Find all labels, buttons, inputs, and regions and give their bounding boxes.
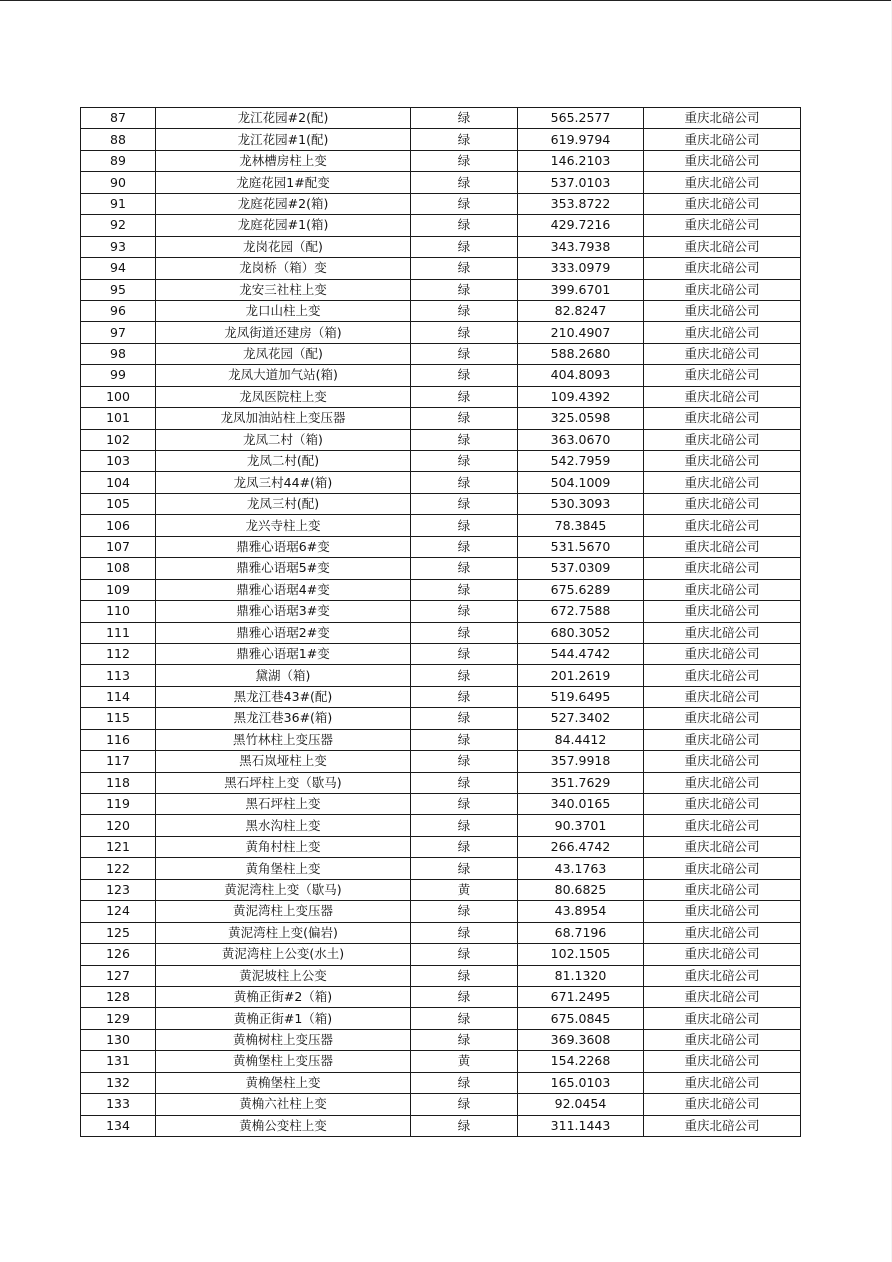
- status-cell: 绿: [411, 493, 518, 514]
- table-row: [81, 965, 801, 986]
- table-row: [81, 365, 801, 386]
- value-cell: 165.0103: [518, 1072, 644, 1093]
- status-cell: 绿: [411, 579, 518, 600]
- table-row: [81, 751, 801, 772]
- row-number-cell: 103: [81, 451, 156, 472]
- row-number-cell: 96: [81, 300, 156, 321]
- value-cell: 527.3402: [518, 708, 644, 729]
- status-cell: 绿: [411, 472, 518, 493]
- status-cell: 绿: [411, 536, 518, 557]
- station-name-cell: 鼎雅心语琚2#变: [156, 622, 411, 643]
- table-row: [81, 708, 801, 729]
- row-number-cell: 112: [81, 643, 156, 664]
- status-cell: 绿: [411, 300, 518, 321]
- company-cell: 重庆北碚公司: [644, 515, 801, 536]
- table-row: [81, 108, 801, 129]
- value-cell: 353.8722: [518, 193, 644, 214]
- value-cell: 154.2268: [518, 1051, 644, 1072]
- row-number-cell: 130: [81, 1029, 156, 1050]
- station-name-cell: 龙凤二村(配): [156, 451, 411, 472]
- status-cell: 绿: [411, 558, 518, 579]
- table-row: [81, 300, 801, 321]
- company-cell: 重庆北碚公司: [644, 300, 801, 321]
- value-cell: 81.1320: [518, 965, 644, 986]
- company-cell: 重庆北碚公司: [644, 944, 801, 965]
- row-number-cell: 101: [81, 408, 156, 429]
- value-cell: 333.0979: [518, 258, 644, 279]
- table-row: [81, 386, 801, 407]
- company-cell: 重庆北碚公司: [644, 643, 801, 664]
- status-cell: 绿: [411, 150, 518, 171]
- company-cell: 重庆北碚公司: [644, 279, 801, 300]
- station-name-cell: 黄泥湾柱上变(偏岩): [156, 922, 411, 943]
- value-cell: 78.3845: [518, 515, 644, 536]
- status-cell: 绿: [411, 108, 518, 129]
- table-row: [81, 1029, 801, 1050]
- company-cell: 重庆北碚公司: [644, 258, 801, 279]
- company-cell: 重庆北碚公司: [644, 622, 801, 643]
- value-cell: 542.7959: [518, 451, 644, 472]
- company-cell: 重庆北碚公司: [644, 858, 801, 879]
- status-cell: 绿: [411, 1029, 518, 1050]
- station-name-cell: 黄桷六社柱上变: [156, 1094, 411, 1115]
- status-cell: 绿: [411, 1094, 518, 1115]
- status-cell: 绿: [411, 1008, 518, 1029]
- value-cell: 537.0309: [518, 558, 644, 579]
- table-row: [81, 515, 801, 536]
- table-row: [81, 1051, 801, 1072]
- table-row: [81, 879, 801, 900]
- company-cell: 重庆北碚公司: [644, 836, 801, 857]
- table-row: [81, 622, 801, 643]
- station-name-cell: 黄角堡柱上变: [156, 858, 411, 879]
- value-cell: 43.1763: [518, 858, 644, 879]
- table-row: [81, 944, 801, 965]
- value-cell: 519.6495: [518, 686, 644, 707]
- value-cell: 146.2103: [518, 150, 644, 171]
- table-row: [81, 1008, 801, 1029]
- page-top-border: [0, 0, 892, 1]
- station-name-cell: 龙庭花园#1(箱): [156, 215, 411, 236]
- company-cell: 重庆北碚公司: [644, 386, 801, 407]
- station-name-cell: 黛湖（箱): [156, 665, 411, 686]
- row-number-cell: 121: [81, 836, 156, 857]
- station-name-cell: 黑石岚垭柱上变: [156, 751, 411, 772]
- company-cell: 重庆北碚公司: [644, 343, 801, 364]
- station-name-cell: 黑龙江巷36#(箱): [156, 708, 411, 729]
- value-cell: 530.3093: [518, 493, 644, 514]
- row-number-cell: 109: [81, 579, 156, 600]
- value-cell: 675.6289: [518, 579, 644, 600]
- company-cell: 重庆北碚公司: [644, 129, 801, 150]
- station-name-cell: 龙江花园#2(配): [156, 108, 411, 129]
- status-cell: 黄: [411, 1051, 518, 1072]
- status-cell: 绿: [411, 451, 518, 472]
- status-cell: 绿: [411, 408, 518, 429]
- status-cell: 绿: [411, 965, 518, 986]
- value-cell: 537.0103: [518, 172, 644, 193]
- company-cell: 重庆北碚公司: [644, 1051, 801, 1072]
- table-row: [81, 451, 801, 472]
- company-cell: 重庆北碚公司: [644, 1115, 801, 1136]
- station-name-cell: 鼎雅心语琚5#变: [156, 558, 411, 579]
- row-number-cell: 120: [81, 815, 156, 836]
- company-cell: 重庆北碚公司: [644, 472, 801, 493]
- table-row: [81, 922, 801, 943]
- company-cell: 重庆北碚公司: [644, 708, 801, 729]
- table-row: [81, 794, 801, 815]
- station-name-cell: 龙林槽房柱上变: [156, 150, 411, 171]
- company-cell: 重庆北碚公司: [644, 172, 801, 193]
- value-cell: 363.0670: [518, 429, 644, 450]
- table-row: [81, 279, 801, 300]
- value-cell: 671.2495: [518, 986, 644, 1007]
- value-cell: 84.4412: [518, 729, 644, 750]
- row-number-cell: 125: [81, 922, 156, 943]
- station-name-cell: 鼎雅心语琚1#变: [156, 643, 411, 664]
- station-name-cell: 龙岗桥（箱）变: [156, 258, 411, 279]
- table-row: [81, 1115, 801, 1136]
- row-number-cell: 111: [81, 622, 156, 643]
- table-row: [81, 322, 801, 343]
- row-number-cell: 124: [81, 901, 156, 922]
- status-cell: 绿: [411, 794, 518, 815]
- value-cell: 675.0845: [518, 1008, 644, 1029]
- value-cell: 429.7216: [518, 215, 644, 236]
- station-name-cell: 龙凤大道加气站(箱): [156, 365, 411, 386]
- status-cell: 绿: [411, 343, 518, 364]
- table-row: [81, 129, 801, 150]
- value-cell: 90.3701: [518, 815, 644, 836]
- company-cell: 重庆北碚公司: [644, 558, 801, 579]
- station-name-cell: 黄桷正街#2（箱): [156, 986, 411, 1007]
- station-name-cell: 龙凤三村44#(箱): [156, 472, 411, 493]
- station-name-cell: 黑竹林柱上变压器: [156, 729, 411, 750]
- value-cell: 266.4742: [518, 836, 644, 857]
- table-row: [81, 150, 801, 171]
- row-number-cell: 90: [81, 172, 156, 193]
- value-cell: 531.5670: [518, 536, 644, 557]
- status-cell: 绿: [411, 386, 518, 407]
- company-cell: 重庆北碚公司: [644, 665, 801, 686]
- company-cell: 重庆北碚公司: [644, 815, 801, 836]
- row-number-cell: 117: [81, 751, 156, 772]
- company-cell: 重庆北碚公司: [644, 601, 801, 622]
- row-number-cell: 132: [81, 1072, 156, 1093]
- row-number-cell: 122: [81, 858, 156, 879]
- status-cell: 绿: [411, 836, 518, 857]
- station-name-cell: 黄桷公变柱上变: [156, 1115, 411, 1136]
- station-name-cell: 龙凤二村（箱): [156, 429, 411, 450]
- value-cell: 80.6825: [518, 879, 644, 900]
- value-cell: 68.7196: [518, 922, 644, 943]
- company-cell: 重庆北碚公司: [644, 236, 801, 257]
- status-cell: 绿: [411, 429, 518, 450]
- table-row: [81, 215, 801, 236]
- value-cell: 109.4392: [518, 386, 644, 407]
- status-cell: 绿: [411, 729, 518, 750]
- status-cell: 绿: [411, 686, 518, 707]
- station-name-cell: 龙庭花园#2(箱): [156, 193, 411, 214]
- row-number-cell: 115: [81, 708, 156, 729]
- table-row: [81, 172, 801, 193]
- station-name-cell: 黄桷堡柱上变: [156, 1072, 411, 1093]
- station-name-cell: 黄桷正街#1（箱): [156, 1008, 411, 1029]
- table-row: [81, 686, 801, 707]
- company-cell: 重庆北碚公司: [644, 451, 801, 472]
- row-number-cell: 97: [81, 322, 156, 343]
- table-row: [81, 536, 801, 557]
- status-cell: 绿: [411, 751, 518, 772]
- status-cell: 绿: [411, 922, 518, 943]
- row-number-cell: 134: [81, 1115, 156, 1136]
- station-name-cell: 龙安三社柱上变: [156, 279, 411, 300]
- station-name-cell: 黄泥湾柱上变压器: [156, 901, 411, 922]
- company-cell: 重庆北碚公司: [644, 150, 801, 171]
- company-cell: 重庆北碚公司: [644, 408, 801, 429]
- company-cell: 重庆北碚公司: [644, 772, 801, 793]
- station-name-cell: 龙凤加油站柱上变压器: [156, 408, 411, 429]
- value-cell: 399.6701: [518, 279, 644, 300]
- row-number-cell: 110: [81, 601, 156, 622]
- company-cell: 重庆北碚公司: [644, 322, 801, 343]
- station-name-cell: 黄泥坡柱上公变: [156, 965, 411, 986]
- company-cell: 重庆北碚公司: [644, 536, 801, 557]
- status-cell: 绿: [411, 515, 518, 536]
- transformer-table: [80, 107, 801, 1137]
- value-cell: 588.2680: [518, 343, 644, 364]
- company-cell: 重庆北碚公司: [644, 751, 801, 772]
- station-name-cell: 龙庭花园1#配变: [156, 172, 411, 193]
- table-row: [81, 643, 801, 664]
- table-row: [81, 665, 801, 686]
- value-cell: 343.7938: [518, 236, 644, 257]
- status-cell: 绿: [411, 236, 518, 257]
- company-cell: 重庆北碚公司: [644, 965, 801, 986]
- station-name-cell: 黑水沟柱上变: [156, 815, 411, 836]
- table-row: [81, 772, 801, 793]
- table-row: [81, 236, 801, 257]
- station-name-cell: 黑石坪柱上变（歇马): [156, 772, 411, 793]
- value-cell: 504.1009: [518, 472, 644, 493]
- status-cell: 绿: [411, 279, 518, 300]
- row-number-cell: 128: [81, 986, 156, 1007]
- table-row: [81, 858, 801, 879]
- row-number-cell: 95: [81, 279, 156, 300]
- station-name-cell: 龙江花园#1(配): [156, 129, 411, 150]
- company-cell: 重庆北碚公司: [644, 365, 801, 386]
- company-cell: 重庆北碚公司: [644, 729, 801, 750]
- status-cell: 绿: [411, 258, 518, 279]
- row-number-cell: 104: [81, 472, 156, 493]
- row-number-cell: 114: [81, 686, 156, 707]
- company-cell: 重庆北碚公司: [644, 1072, 801, 1093]
- value-cell: 311.1443: [518, 1115, 644, 1136]
- company-cell: 重庆北碚公司: [644, 108, 801, 129]
- station-name-cell: 龙口山柱上变: [156, 300, 411, 321]
- row-number-cell: 94: [81, 258, 156, 279]
- station-name-cell: 鼎雅心语琚4#变: [156, 579, 411, 600]
- table-body: [81, 108, 801, 1137]
- status-cell: 绿: [411, 1115, 518, 1136]
- table-row: [81, 258, 801, 279]
- status-cell: 绿: [411, 901, 518, 922]
- table-row: [81, 815, 801, 836]
- status-cell: 绿: [411, 858, 518, 879]
- row-number-cell: 107: [81, 536, 156, 557]
- company-cell: 重庆北碚公司: [644, 879, 801, 900]
- status-cell: 绿: [411, 622, 518, 643]
- table-row: [81, 579, 801, 600]
- status-cell: 黄: [411, 879, 518, 900]
- row-number-cell: 133: [81, 1094, 156, 1115]
- value-cell: 201.2619: [518, 665, 644, 686]
- status-cell: 绿: [411, 193, 518, 214]
- company-cell: 重庆北碚公司: [644, 215, 801, 236]
- row-number-cell: 108: [81, 558, 156, 579]
- company-cell: 重庆北碚公司: [644, 1029, 801, 1050]
- value-cell: 210.4907: [518, 322, 644, 343]
- value-cell: 43.8954: [518, 901, 644, 922]
- row-number-cell: 91: [81, 193, 156, 214]
- row-number-cell: 89: [81, 150, 156, 171]
- company-cell: 重庆北碚公司: [644, 986, 801, 1007]
- table-row: [81, 986, 801, 1007]
- company-cell: 重庆北碚公司: [644, 1094, 801, 1115]
- row-number-cell: 88: [81, 129, 156, 150]
- value-cell: 357.9918: [518, 751, 644, 772]
- row-number-cell: 92: [81, 215, 156, 236]
- value-cell: 92.0454: [518, 1094, 644, 1115]
- table-row: [81, 343, 801, 364]
- value-cell: 102.1505: [518, 944, 644, 965]
- value-cell: 325.0598: [518, 408, 644, 429]
- table-row: [81, 1094, 801, 1115]
- station-name-cell: 黑石坪柱上变: [156, 794, 411, 815]
- value-cell: 340.0165: [518, 794, 644, 815]
- row-number-cell: 102: [81, 429, 156, 450]
- table-row: [81, 472, 801, 493]
- status-cell: 绿: [411, 665, 518, 686]
- row-number-cell: 126: [81, 944, 156, 965]
- table-row: [81, 1072, 801, 1093]
- table-row: [81, 193, 801, 214]
- table-row: [81, 729, 801, 750]
- company-cell: 重庆北碚公司: [644, 686, 801, 707]
- table-row: [81, 429, 801, 450]
- station-name-cell: 黑龙江巷43#(配): [156, 686, 411, 707]
- value-cell: 680.3052: [518, 622, 644, 643]
- row-number-cell: 127: [81, 965, 156, 986]
- company-cell: 重庆北碚公司: [644, 193, 801, 214]
- row-number-cell: 87: [81, 108, 156, 129]
- status-cell: 绿: [411, 986, 518, 1007]
- status-cell: 绿: [411, 643, 518, 664]
- station-name-cell: 黄泥湾柱上变（歇马): [156, 879, 411, 900]
- row-number-cell: 99: [81, 365, 156, 386]
- status-cell: 绿: [411, 815, 518, 836]
- status-cell: 绿: [411, 215, 518, 236]
- company-cell: 重庆北碚公司: [644, 1008, 801, 1029]
- table-row: [81, 836, 801, 857]
- station-name-cell: 黄角村柱上变: [156, 836, 411, 857]
- status-cell: 绿: [411, 772, 518, 793]
- station-name-cell: 龙凤医院柱上变: [156, 386, 411, 407]
- status-cell: 绿: [411, 172, 518, 193]
- row-number-cell: 93: [81, 236, 156, 257]
- value-cell: 351.7629: [518, 772, 644, 793]
- status-cell: 绿: [411, 129, 518, 150]
- station-name-cell: 龙凤街道还建房（箱): [156, 322, 411, 343]
- company-cell: 重庆北碚公司: [644, 794, 801, 815]
- row-number-cell: 123: [81, 879, 156, 900]
- status-cell: 绿: [411, 944, 518, 965]
- row-number-cell: 105: [81, 493, 156, 514]
- station-name-cell: 龙凤花园（配): [156, 343, 411, 364]
- company-cell: 重庆北碚公司: [644, 493, 801, 514]
- value-cell: 672.7588: [518, 601, 644, 622]
- row-number-cell: 100: [81, 386, 156, 407]
- company-cell: 重庆北碚公司: [644, 429, 801, 450]
- status-cell: 绿: [411, 601, 518, 622]
- row-number-cell: 118: [81, 772, 156, 793]
- row-number-cell: 106: [81, 515, 156, 536]
- table-row: [81, 601, 801, 622]
- company-cell: 重庆北碚公司: [644, 579, 801, 600]
- station-name-cell: 龙兴寺柱上变: [156, 515, 411, 536]
- table-row: [81, 558, 801, 579]
- status-cell: 绿: [411, 1072, 518, 1093]
- table-row: [81, 493, 801, 514]
- station-name-cell: 龙岗花园（配): [156, 236, 411, 257]
- table-row: [81, 408, 801, 429]
- table-row: [81, 901, 801, 922]
- row-number-cell: 98: [81, 343, 156, 364]
- value-cell: 82.8247: [518, 300, 644, 321]
- station-name-cell: 鼎雅心语琚3#变: [156, 601, 411, 622]
- row-number-cell: 129: [81, 1008, 156, 1029]
- row-number-cell: 113: [81, 665, 156, 686]
- status-cell: 绿: [411, 708, 518, 729]
- value-cell: 369.3608: [518, 1029, 644, 1050]
- status-cell: 绿: [411, 365, 518, 386]
- station-name-cell: 黄桷树柱上变压器: [156, 1029, 411, 1050]
- company-cell: 重庆北碚公司: [644, 901, 801, 922]
- company-cell: 重庆北碚公司: [644, 922, 801, 943]
- row-number-cell: 131: [81, 1051, 156, 1072]
- station-name-cell: 龙凤三村(配): [156, 493, 411, 514]
- row-number-cell: 116: [81, 729, 156, 750]
- station-name-cell: 黄桷堡柱上变压器: [156, 1051, 411, 1072]
- status-cell: 绿: [411, 322, 518, 343]
- station-name-cell: 黄泥湾柱上公变(水土): [156, 944, 411, 965]
- value-cell: 544.4742: [518, 643, 644, 664]
- row-number-cell: 119: [81, 794, 156, 815]
- value-cell: 619.9794: [518, 129, 644, 150]
- value-cell: 565.2577: [518, 108, 644, 129]
- station-name-cell: 鼎雅心语琚6#变: [156, 536, 411, 557]
- value-cell: 404.8093: [518, 365, 644, 386]
